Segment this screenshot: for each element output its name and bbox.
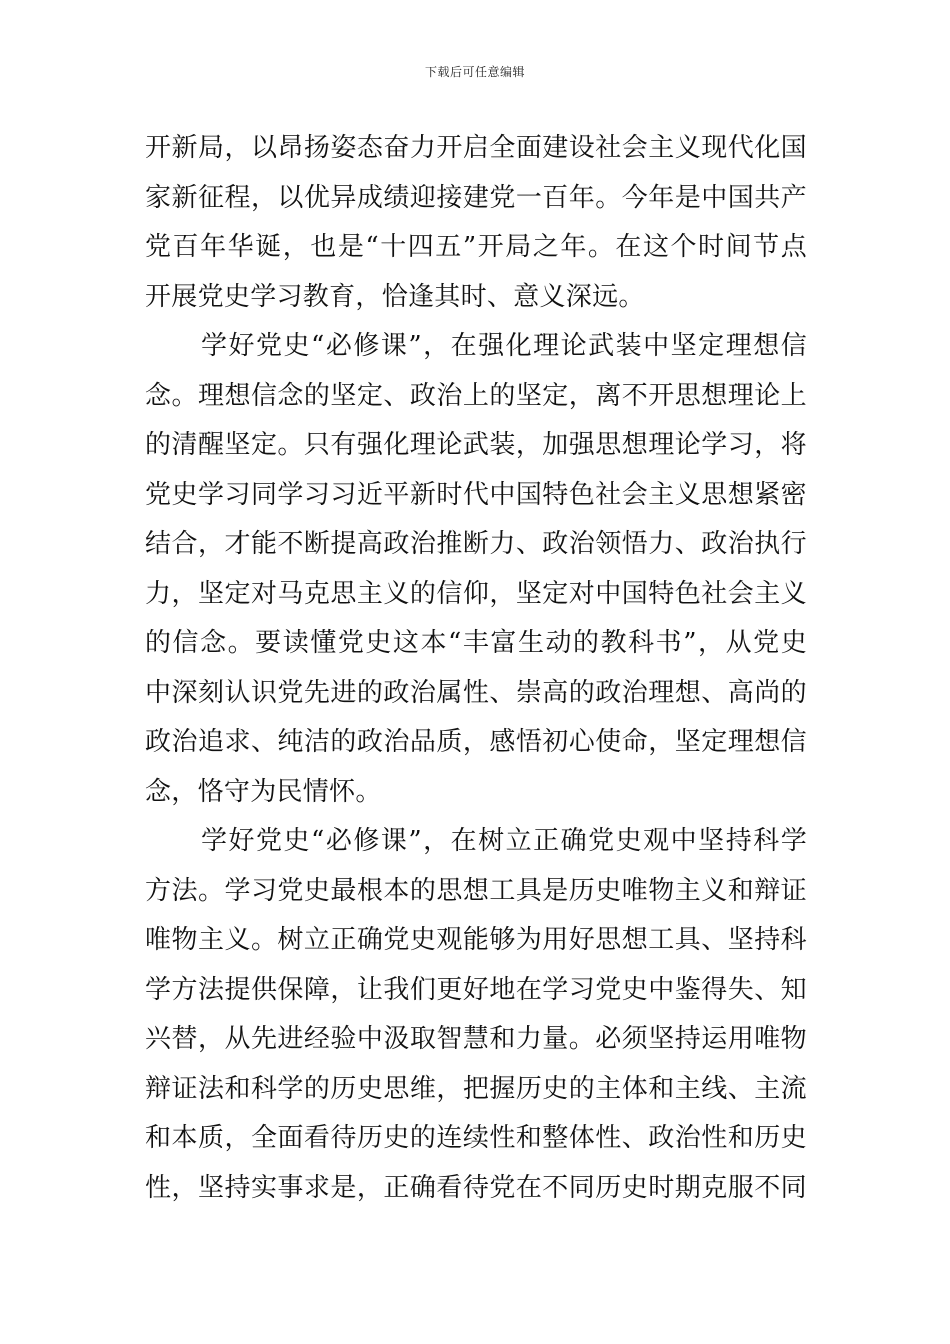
text-line: 唯物主义。树立正确党史观能够为用好思想工具、坚持科 — [145, 925, 807, 955]
document-body — [145, 124, 807, 1213]
text-line: 党百年华诞，也是“十四五”开局之年。在这个时间节点 — [145, 232, 807, 262]
text-line: 念，恪守为民情怀。 — [145, 776, 382, 807]
text-line: 辩证法和科学的历史思维，把握历史的主体和主线、主流 — [145, 1073, 807, 1104]
text-line: 方法。学习党史最根本的思想工具是历史唯物主义和辩证 — [145, 875, 807, 906]
text-line: 政治追求、纯洁的政治品质，感悟初心使命，坚定理想信 — [145, 727, 807, 757]
text-line: 和本质，全面看待历史的连续性和整体性、政治性和历史 — [145, 1123, 807, 1153]
text-line: 力，坚定对马克思主义的信仰，坚定对中国特色社会主义 — [145, 578, 807, 609]
text-line: 家新征程，以优异成绩迎接建党一百年。今年是中国共产 — [145, 182, 807, 213]
page-header-note: 下载后可任意编辑 — [424, 65, 525, 79]
text-line: 的信念。要读懂党史这本“丰富生动的教科书”，从党史 — [145, 628, 807, 658]
paragraph-first-line: 学好党史“必修课”，在强化理论武装中坚定理想信 — [201, 331, 807, 361]
text-line: 中深刻认识党先进的政治属性、崇高的政治理想、高尚的 — [145, 677, 807, 708]
text-line: 念。理想信念的坚定、政治上的坚定，离不开思想理论上 — [145, 380, 807, 411]
text-line: 学方法提供保障，让我们更好地在学习党史中鉴得失、知 — [145, 974, 807, 1005]
text-line: 的清醒坚定。只有强化理论武装，加强思想理论学习，将 — [145, 430, 807, 460]
paragraph-first-line: 学好党史“必修课”，在树立正确党史观中坚持科学 — [201, 826, 807, 856]
text-line: 结合，才能不断提高政治推断力、政治领悟力、政治执行 — [145, 529, 807, 559]
text-line: 兴替，从先进经验中汲取智慧和力量。必须坚持运用唯物 — [145, 1024, 807, 1054]
text-line: 党史学习同学习习近平新时代中国特色社会主义思想紧密 — [145, 479, 807, 510]
text-line: 性，坚持实事求是，正确看待党在不同历史时期克服不同 — [145, 1172, 807, 1203]
text-line: 开新局，以昂扬姿态奋力开启全面建设社会主义现代化国 — [145, 133, 807, 163]
text-line: 开展党史学习教育，恰逢其时、意义深远。 — [145, 281, 645, 312]
